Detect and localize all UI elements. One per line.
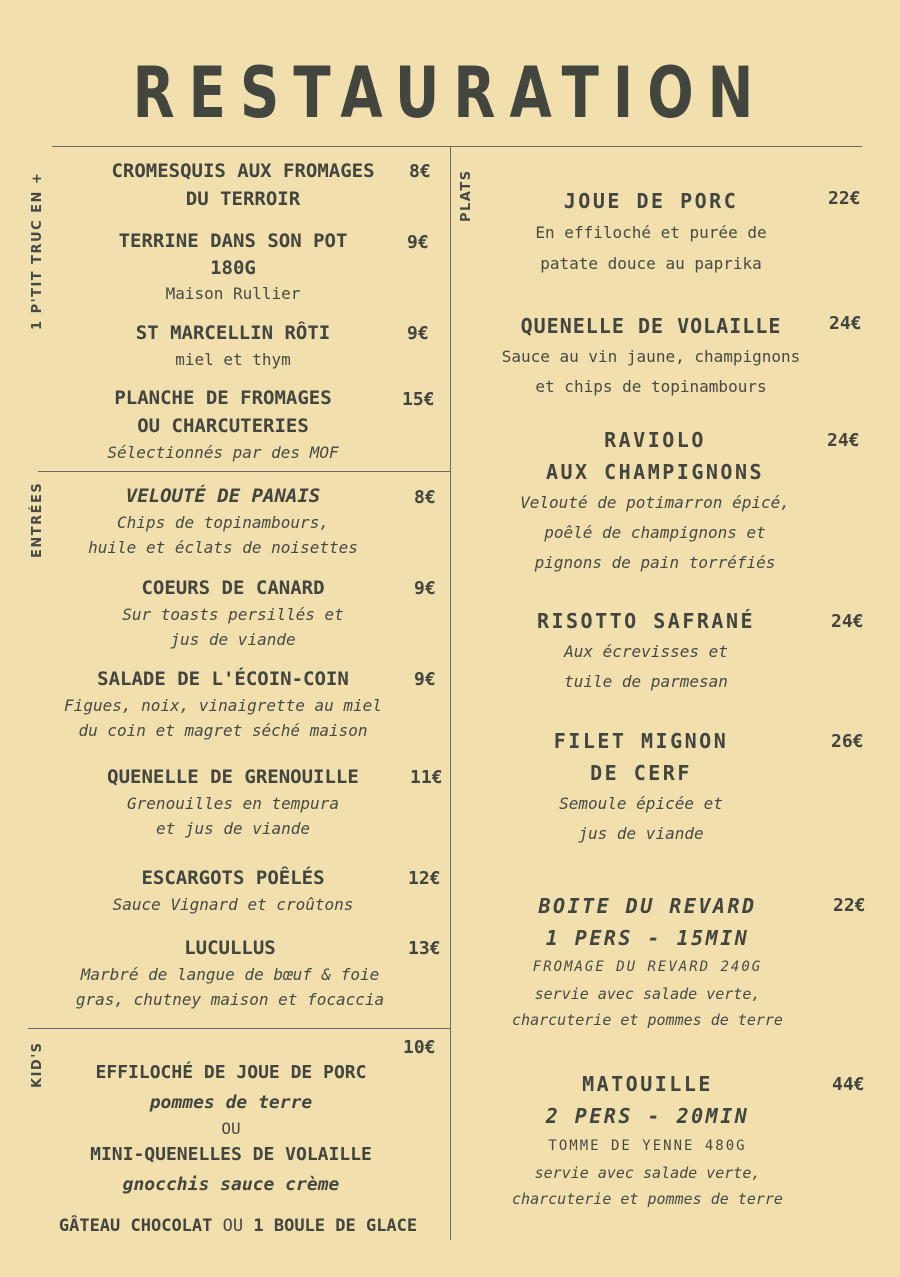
item-name: LUCULLUS: [184, 937, 276, 959]
item-description: TOMME DE YENNE 480G: [548, 1138, 747, 1154]
item-description: miel et thym: [175, 350, 291, 369]
item-description: Sauce au vin jaune, champignons: [501, 347, 801, 366]
menu-item-boite-revard: [460, 890, 835, 1033]
item-description: du coin et magret séché maison: [78, 721, 368, 740]
item-name: RAVIOLO: [604, 428, 706, 452]
item-description: charcuterie et pommes de terre: [512, 1011, 783, 1029]
item-description: huile et éclats de noisettes: [88, 538, 358, 557]
item-name: SALADE DE L'ÉCOIN-COIN: [97, 668, 349, 690]
menu-item-lucullus: [40, 934, 420, 1012]
item-description: Marbré de langue de bœuf & foie: [80, 965, 380, 984]
item-name: MATOUILLE: [582, 1072, 713, 1096]
kids-dessert: [28, 1211, 448, 1241]
menu-item-coeurs-canard: [52, 574, 414, 652]
item-price: 12€: [408, 868, 441, 889]
section-label-plats: PLATS: [459, 169, 474, 222]
item-description: FROMAGE DU REVARD 240G: [532, 959, 763, 975]
item-price: 13€: [408, 938, 441, 959]
item-price: 8€: [414, 487, 436, 508]
item-description: Maison Rullier: [165, 284, 301, 303]
item-description: Chips de topinambours,: [117, 513, 329, 532]
item-price: 24€: [831, 611, 864, 632]
item-description: servie avec salade verte,: [534, 985, 761, 1003]
item-price: 8€: [409, 161, 431, 182]
menu-item-raviolo: [470, 424, 840, 578]
menu-item-salade: [28, 665, 418, 743]
item-name: VELOUTÉ DE PANAIS: [125, 485, 321, 507]
item-name: RISOTTO SAFRANÉ: [536, 609, 756, 633]
menu-item-escargots: [52, 864, 414, 917]
item-name: 2 PERS - 20MIN: [545, 1104, 750, 1128]
kids-divider: [28, 1028, 450, 1029]
top-divider: [52, 146, 862, 147]
kids-dessert-a: GÂTEAU CHOCOLAT: [58, 1216, 213, 1236]
item-name: TERRINE DANS SON POT: [118, 230, 348, 252]
item-name: BOITE DU REVARD: [538, 894, 757, 918]
item-name: AUX CHAMPIGNONS: [545, 460, 765, 484]
item-description: Sélectionnés par des MOF: [107, 443, 339, 462]
menu-item-planche: [42, 384, 404, 465]
item-price: 22€: [828, 188, 861, 209]
item-price: 11€: [410, 767, 443, 788]
menu-item-quenelle-volaille: [470, 310, 832, 402]
section-label-entrees: ENTRÉES: [30, 481, 45, 558]
kids-side-2: gnocchis sauce crème: [122, 1174, 340, 1195]
item-description: patate douce au paprika: [540, 254, 762, 273]
item-description: gras, chutney maison et focaccia: [75, 990, 385, 1009]
item-price: 9€: [414, 578, 436, 599]
menu-item-filet-mignon: [460, 725, 822, 849]
kids-or: OU: [221, 1119, 241, 1138]
item-description: pignons de pain torréfiés: [534, 553, 776, 572]
item-name: ST MARCELLIN RÔTI: [135, 322, 331, 344]
column-divider: [450, 146, 451, 1240]
menu-item-cromesquis: [62, 157, 424, 213]
item-name: COEURS DE CANARD: [141, 577, 325, 599]
item-price: 44€: [832, 1074, 865, 1095]
item-price: 15€: [402, 389, 435, 410]
item-description: tuile de parmesan: [564, 672, 728, 691]
item-price: 9€: [407, 323, 429, 344]
menu-item-risotto: [465, 605, 827, 697]
item-name: JOUE DE PORC: [563, 189, 739, 213]
item-name: 1 PERS - 15MIN: [545, 926, 750, 950]
item-name: OU CHARCUTERIES: [137, 415, 309, 437]
item-name: FILET MIGNON: [553, 729, 729, 753]
item-description: charcuterie et pommes de terre: [512, 1190, 783, 1208]
item-description: Velouté de potimarron épicé,: [520, 493, 790, 512]
menu-item-st-marcellin: [52, 319, 414, 372]
item-name: DU TERROIR: [185, 188, 301, 210]
item-price: 24€: [827, 430, 860, 451]
kids-dessert-b: 1 BOULE DE GLACE: [253, 1216, 418, 1236]
item-price: 26€: [831, 731, 864, 752]
item-name: QUENELLE DE VOLAILLE: [520, 314, 782, 338]
kids-menu: [30, 1058, 432, 1200]
item-description: poêlé de champignons et: [544, 523, 766, 542]
item-description: Semoule épicée et: [559, 794, 723, 813]
menu-item-veloute: [42, 482, 404, 560]
item-description: En effiloché et purée de: [535, 223, 767, 242]
entrees-divider: [38, 471, 450, 472]
item-name: ESCARGOTS POÊLÉS: [141, 867, 325, 889]
menu-item-joue-porc: [470, 185, 832, 279]
item-description: jus de viande: [170, 630, 296, 649]
menu-item-grenouille: [52, 763, 414, 841]
section-label-petit: 1 P'TIT TRUC EN +: [30, 171, 45, 330]
item-description: Aux écrevisses et: [564, 642, 728, 661]
section-label-kids: KID'S: [30, 1041, 45, 1088]
kids-side-1: pommes de terre: [149, 1092, 313, 1113]
item-description: et chips de topinambours: [535, 377, 767, 396]
item-name: QUENELLE DE GRENOUILLE: [107, 766, 359, 788]
item-name: CROMESQUIS AUX FROMAGES: [111, 160, 375, 182]
kids-main-1: EFFILOCHÉ DE JOUE DE PORC: [95, 1062, 367, 1083]
page-title: RESTAURATION: [132, 52, 768, 134]
menu-item-terrine: [52, 227, 414, 306]
item-description: et jus de viande: [155, 819, 311, 838]
item-description: jus de viande: [578, 824, 704, 843]
item-price: 9€: [407, 232, 429, 253]
item-price: 9€: [414, 669, 436, 690]
item-name: 180G: [210, 257, 256, 279]
item-price: 22€: [833, 895, 866, 916]
item-price: 24€: [829, 313, 862, 334]
kids-dessert-or: OU: [222, 1216, 244, 1236]
item-description: servie avec salade verte,: [534, 1164, 761, 1182]
item-name: PLANCHE DE FROMAGES: [114, 387, 332, 409]
item-description: Sauce Vignard et croûtons: [112, 895, 354, 914]
item-description: Sur toasts persillés et: [122, 605, 344, 624]
item-description: Figues, noix, vinaigrette au miel: [64, 696, 382, 715]
menu-item-matouille: [460, 1068, 835, 1212]
kids-price: 10€: [403, 1037, 436, 1058]
item-name: DE CERF: [590, 761, 692, 785]
item-description: Grenouilles en tempura: [127, 794, 339, 813]
kids-main-2: MINI-QUENELLES DE VOLAILLE: [90, 1144, 372, 1165]
